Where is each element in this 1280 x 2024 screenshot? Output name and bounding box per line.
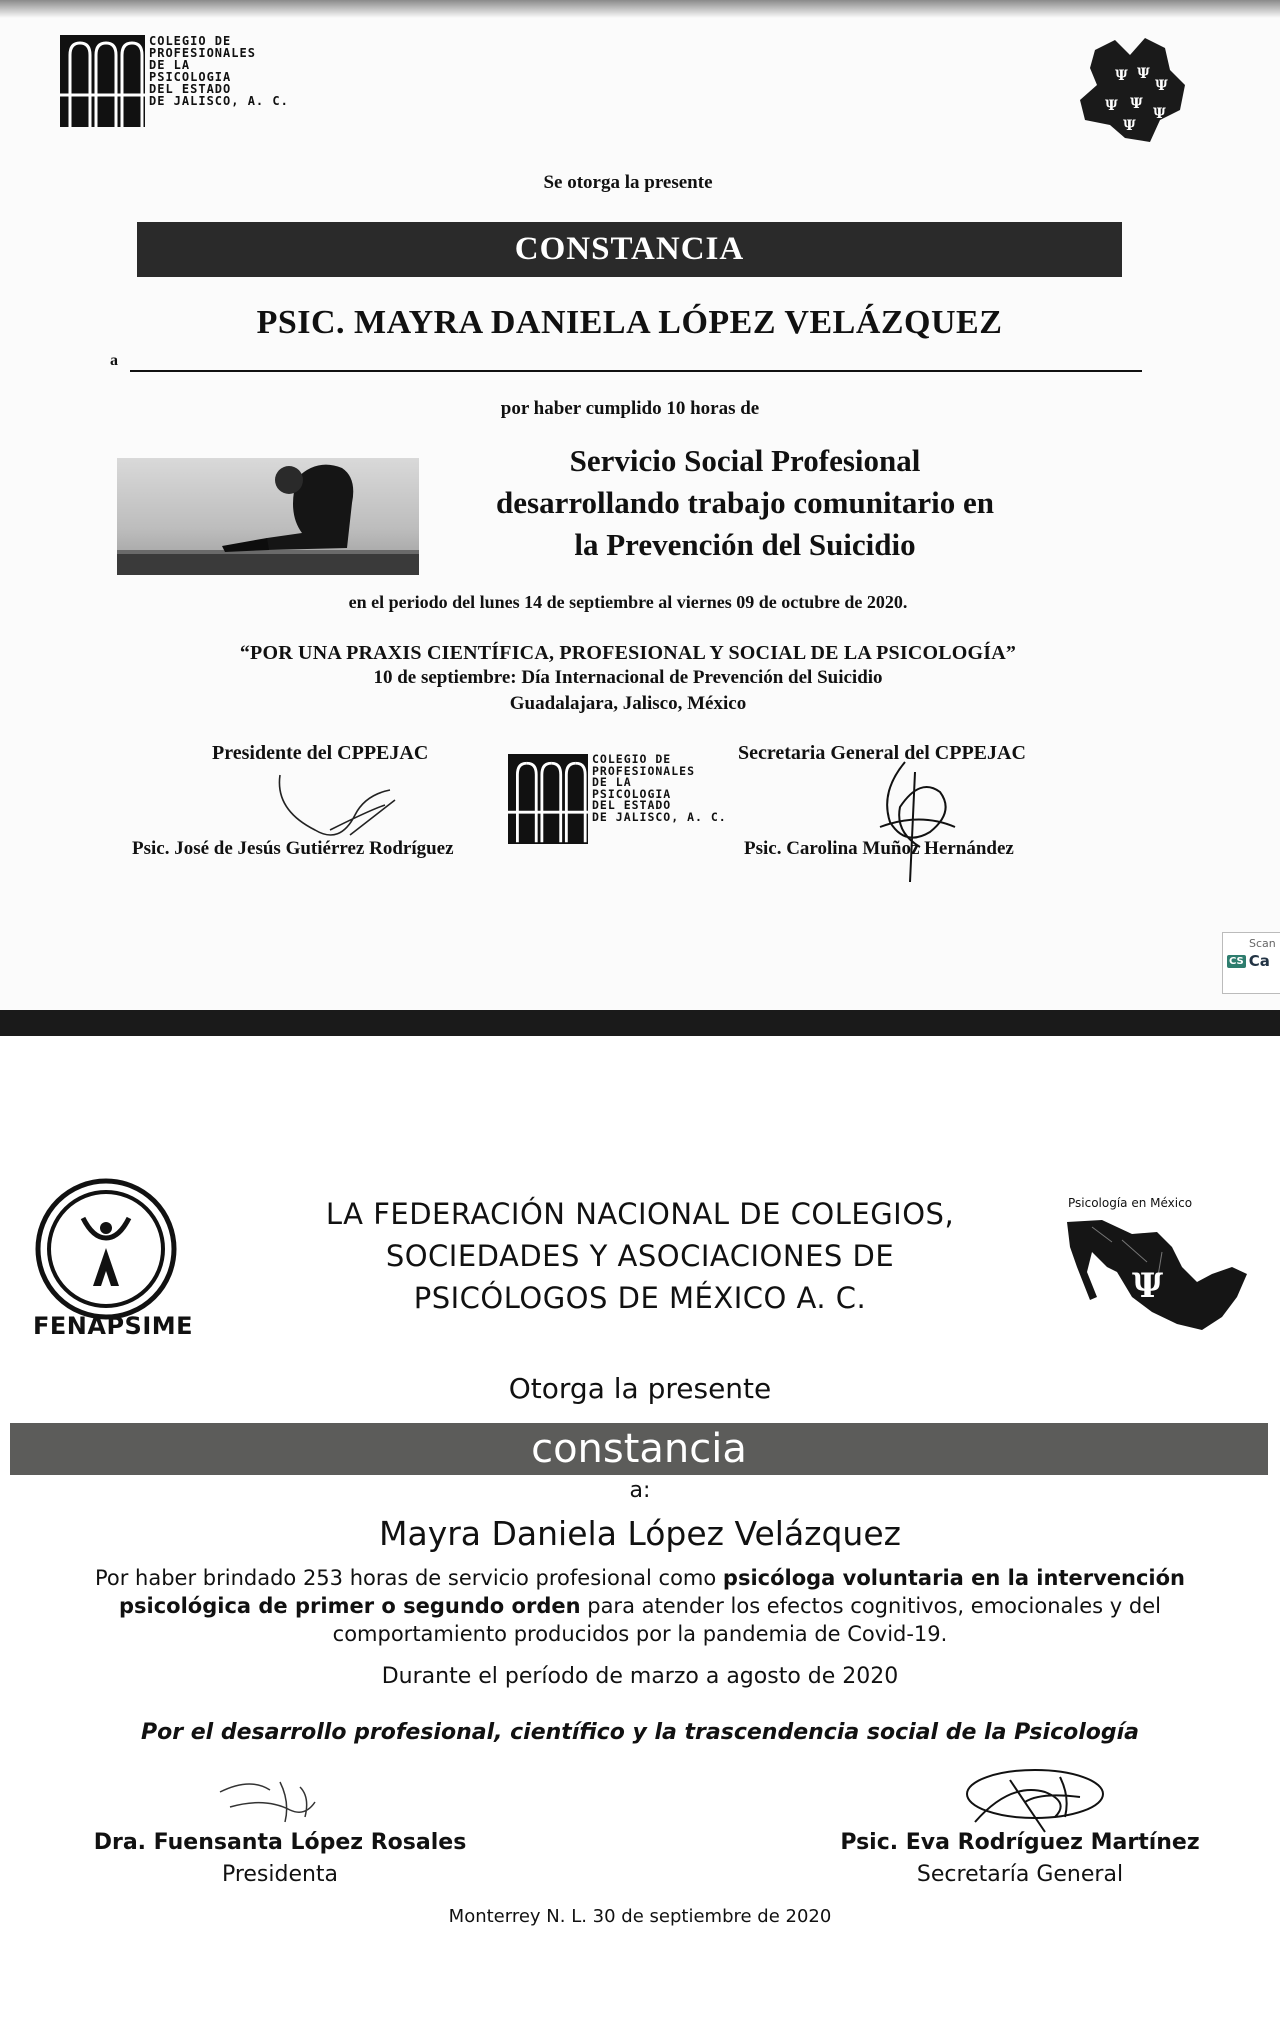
president-title: Presidente del CPPEJAC: [212, 742, 429, 764]
map-caption: Psicología en México: [1068, 1196, 1193, 1210]
secretary-title: Secretaria General del CPPEJAC: [738, 742, 1026, 764]
federation-header: LA FEDERACIÓN NACIONAL DE COLEGIOS, SOCIEDADES Y ASOCIACIONES DE PSICÓLOGOS DE MÉXICO A. C.: [325, 1197, 955, 1315]
scanner-badge-line1: Scan: [1249, 937, 1276, 950]
svg-text:Ψ: Ψ: [1105, 98, 1118, 114]
left-signer-name: Dra. Fuensanta López Rosales: [93, 1830, 467, 1855]
certificate-title-2: constancia: [531, 1426, 747, 1472]
sitting-person-image: [117, 458, 419, 575]
president-name: Psic. José de Jesús Gutiérrez Rodríguez: [132, 838, 454, 859]
fenapsime-logo-text: FENAPSIME: [33, 1312, 194, 1340]
secretary-name: Psic. Carolina Muñoz Hernández: [744, 838, 1014, 859]
jalisco-map-psi-icon: [1075, 30, 1195, 150]
college-name: COLEGIO DE PROFESIONALES DE LA PSICOLOGIA DEL ESTADO DE JALISCO, A. C.: [149, 34, 289, 108]
college-logo-center: [508, 754, 727, 844]
hours-line: por haber cumplido 10 horas de: [500, 398, 760, 419]
a-label: a: [110, 352, 118, 369]
title-banner-2: [10, 1423, 1268, 1475]
intro-text: Se otorga la presente: [543, 172, 713, 193]
period-text-2: Durante el período de marzo a agosto de 2020: [381, 1664, 899, 1689]
secretary-signature: [860, 752, 970, 887]
title-banner: [137, 222, 1122, 277]
scanner-badge-line2: Ca: [1248, 952, 1270, 970]
mexico-map-psi-icon: [1062, 1212, 1252, 1342]
svg-text:Ψ: Ψ: [1115, 68, 1128, 84]
motto-text: “POR UNA PRAXIS CIENTÍFICA, PROFESIONAL Y SOCIAL DE LA PSICOLOGÍA”: [239, 642, 1017, 664]
period-text: en el periodo del lunes 14 de septiembre al viernes 09 de octubre de 2020.: [348, 592, 908, 612]
body-line2-a: psicológica de primer o segundo orden: [119, 1594, 581, 1618]
college-logo: [60, 35, 289, 127]
svg-text:Ψ: Ψ: [1130, 96, 1143, 112]
motto-text-2: Por el desarrollo profesional, científico y la trascendencia social de la Psicología: [140, 1720, 1140, 1745]
a-label-2: a:: [629, 1478, 651, 1503]
svg-text:Ψ: Ψ: [1137, 66, 1150, 82]
recipient-name: PSIC. MAYRA DANIELA LÓPEZ VELÁZQUEZ: [256, 304, 1003, 341]
svg-text:Ψ: Ψ: [1153, 106, 1166, 122]
certificate-title: CONSTANCIA: [514, 231, 745, 267]
intro-text-2: Otorga la presente: [508, 1372, 772, 1405]
body-line3: comportamiento producidos por la pandemia de Covid-19.: [332, 1622, 948, 1646]
body-line2-b: para atender los efectos cognitivos, emocionales y del: [580, 1594, 1161, 1618]
president-signature-2: [210, 1772, 340, 1832]
college-mark-icon: [60, 35, 145, 127]
camscanner-icon: CS: [1229, 955, 1244, 967]
place-text: Guadalajara, Jalisco, México: [509, 693, 747, 714]
footer-place-date: Monterrey N. L. 30 de septiembre de 2020: [448, 1906, 832, 1927]
recipient-name-2: Mayra Daniela López Velázquez: [379, 1514, 901, 1553]
college-name-center: COLEGIO DE PROFESIONALES DE LA PSICOLOGIA DEL ESTADO DE JALISCO, A. C.: [592, 752, 727, 824]
svg-text:Ψ: Ψ: [1123, 118, 1136, 134]
grieving-person-photo: [117, 458, 419, 575]
certificate-cppejac: [0, 0, 1280, 1010]
college-mark-icon: [508, 754, 588, 844]
service-description: Servicio Social Profesional desarrollando trabajo comunitario en la Prevención del Suicidio: [496, 443, 994, 562]
left-signer-role: Presidenta: [221, 1862, 339, 1887]
fenapsime-logo-icon: [33, 1176, 179, 1322]
right-signer-name: Psic. Eva Rodríguez Martínez: [840, 1830, 1200, 1855]
day-line: 10 de septiembre: Día Internacional de Prevención del Suicidio: [373, 667, 883, 688]
scan-shadow: [0, 0, 1280, 18]
certificate-fenapsime: [0, 1036, 1280, 2024]
body-line1-a: Por haber brindado 253 horas de servicio profesional como: [94, 1566, 723, 1590]
right-signer-role: Secretaría General: [916, 1862, 1124, 1887]
scanner-badge: [1222, 932, 1280, 994]
page-divider: [0, 1010, 1280, 1036]
svg-text:Ψ: Ψ: [1155, 78, 1168, 94]
body-line1-b: psicóloga voluntaria en la intervención: [722, 1566, 1186, 1590]
svg-text:Ψ: Ψ: [1132, 1266, 1164, 1306]
service-description-2: [30, 1564, 1250, 1648]
name-underline: [130, 370, 1142, 372]
president-signature: [270, 760, 410, 850]
